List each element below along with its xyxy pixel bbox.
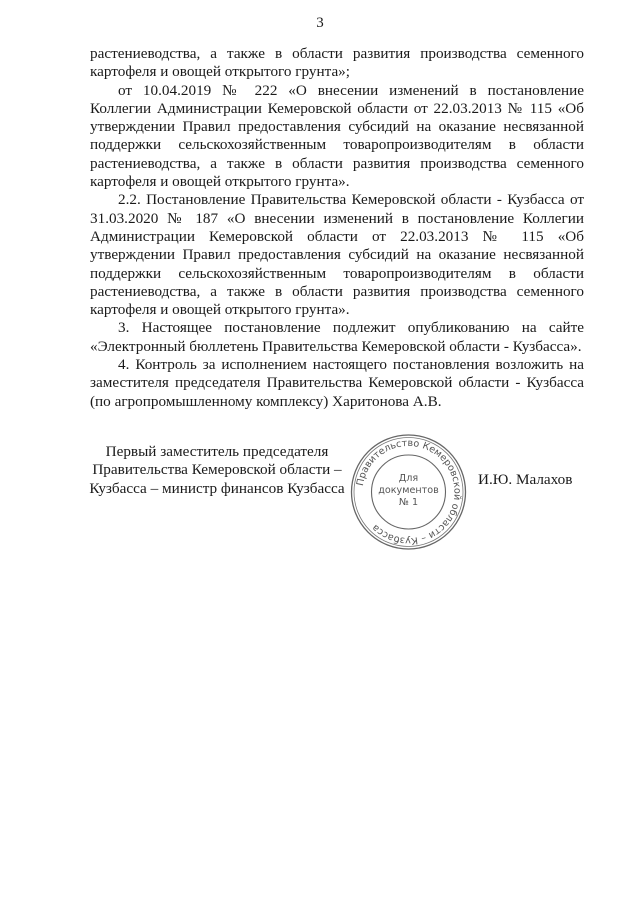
paragraph-4: 3. Настоящее постановление подлежит опубликованию на сайте «Электронный бюллетень Правительства Кемеровской области - Кузбасса». xyxy=(90,319,584,355)
seal-center-line: Для xyxy=(398,473,419,484)
seal-center-line: документов xyxy=(378,485,439,496)
seal-center-line: № 1 xyxy=(398,497,419,508)
page-number: 3 xyxy=(316,15,324,31)
signatory-title-line: Правительства Кемеровской области – xyxy=(92,461,342,479)
signatory-name: И.Ю. Малахов xyxy=(478,471,573,488)
signatory-title xyxy=(82,443,352,498)
signature-block xyxy=(0,433,640,553)
paragraph-1: растениеводства, а также в области развития производства семенного картофеля и овощей открытого грунта»; xyxy=(90,45,584,81)
document-body xyxy=(90,45,584,411)
seal-ring-text: Правительство Кемеровской области – Кузбасса xyxy=(354,437,463,547)
signatory-title-line: Кузбасса – министр финансов Кузбасса xyxy=(89,479,345,497)
official-seal xyxy=(346,433,471,551)
paragraph-2: от 10.04.2019 № 222 «О внесении изменений в постановление Коллегии Администрации Кемеровской области от 22.03.2013 № 115 «Об утверждении Правил предоставления субсидий на оказание несвязанной поддержки сельскохозяйственным товаропроизводителям в области растениеводства, а также в области развития производства семенного картофеля и овощей открытого грунта». xyxy=(90,81,584,191)
paragraph-3: 2.2. Постановление Правительства Кемеровской области - Кузбасса от 31.03.2020 № 187 «О внесении изменений в постановление Коллегии Администрации Кемеровской области от 22.03.2013 № 115 «Об утверждении Правил предоставления субсидий на оказание несвязанной поддержки сельскохозяйственным товаропроизводителям в области растениеводства, а также в области развития производства семенного картофеля и овощей открытого грунта». xyxy=(90,191,584,319)
signatory-title-line: Первый заместитель председателя xyxy=(105,443,329,460)
paragraph-5: 4. Контроль за исполнением настоящего постановления возложить на заместителя председателя Правительства Кемеровской области - Кузбасса (по агропромышленному комплексу) Харитонова А.В. xyxy=(90,356,584,410)
